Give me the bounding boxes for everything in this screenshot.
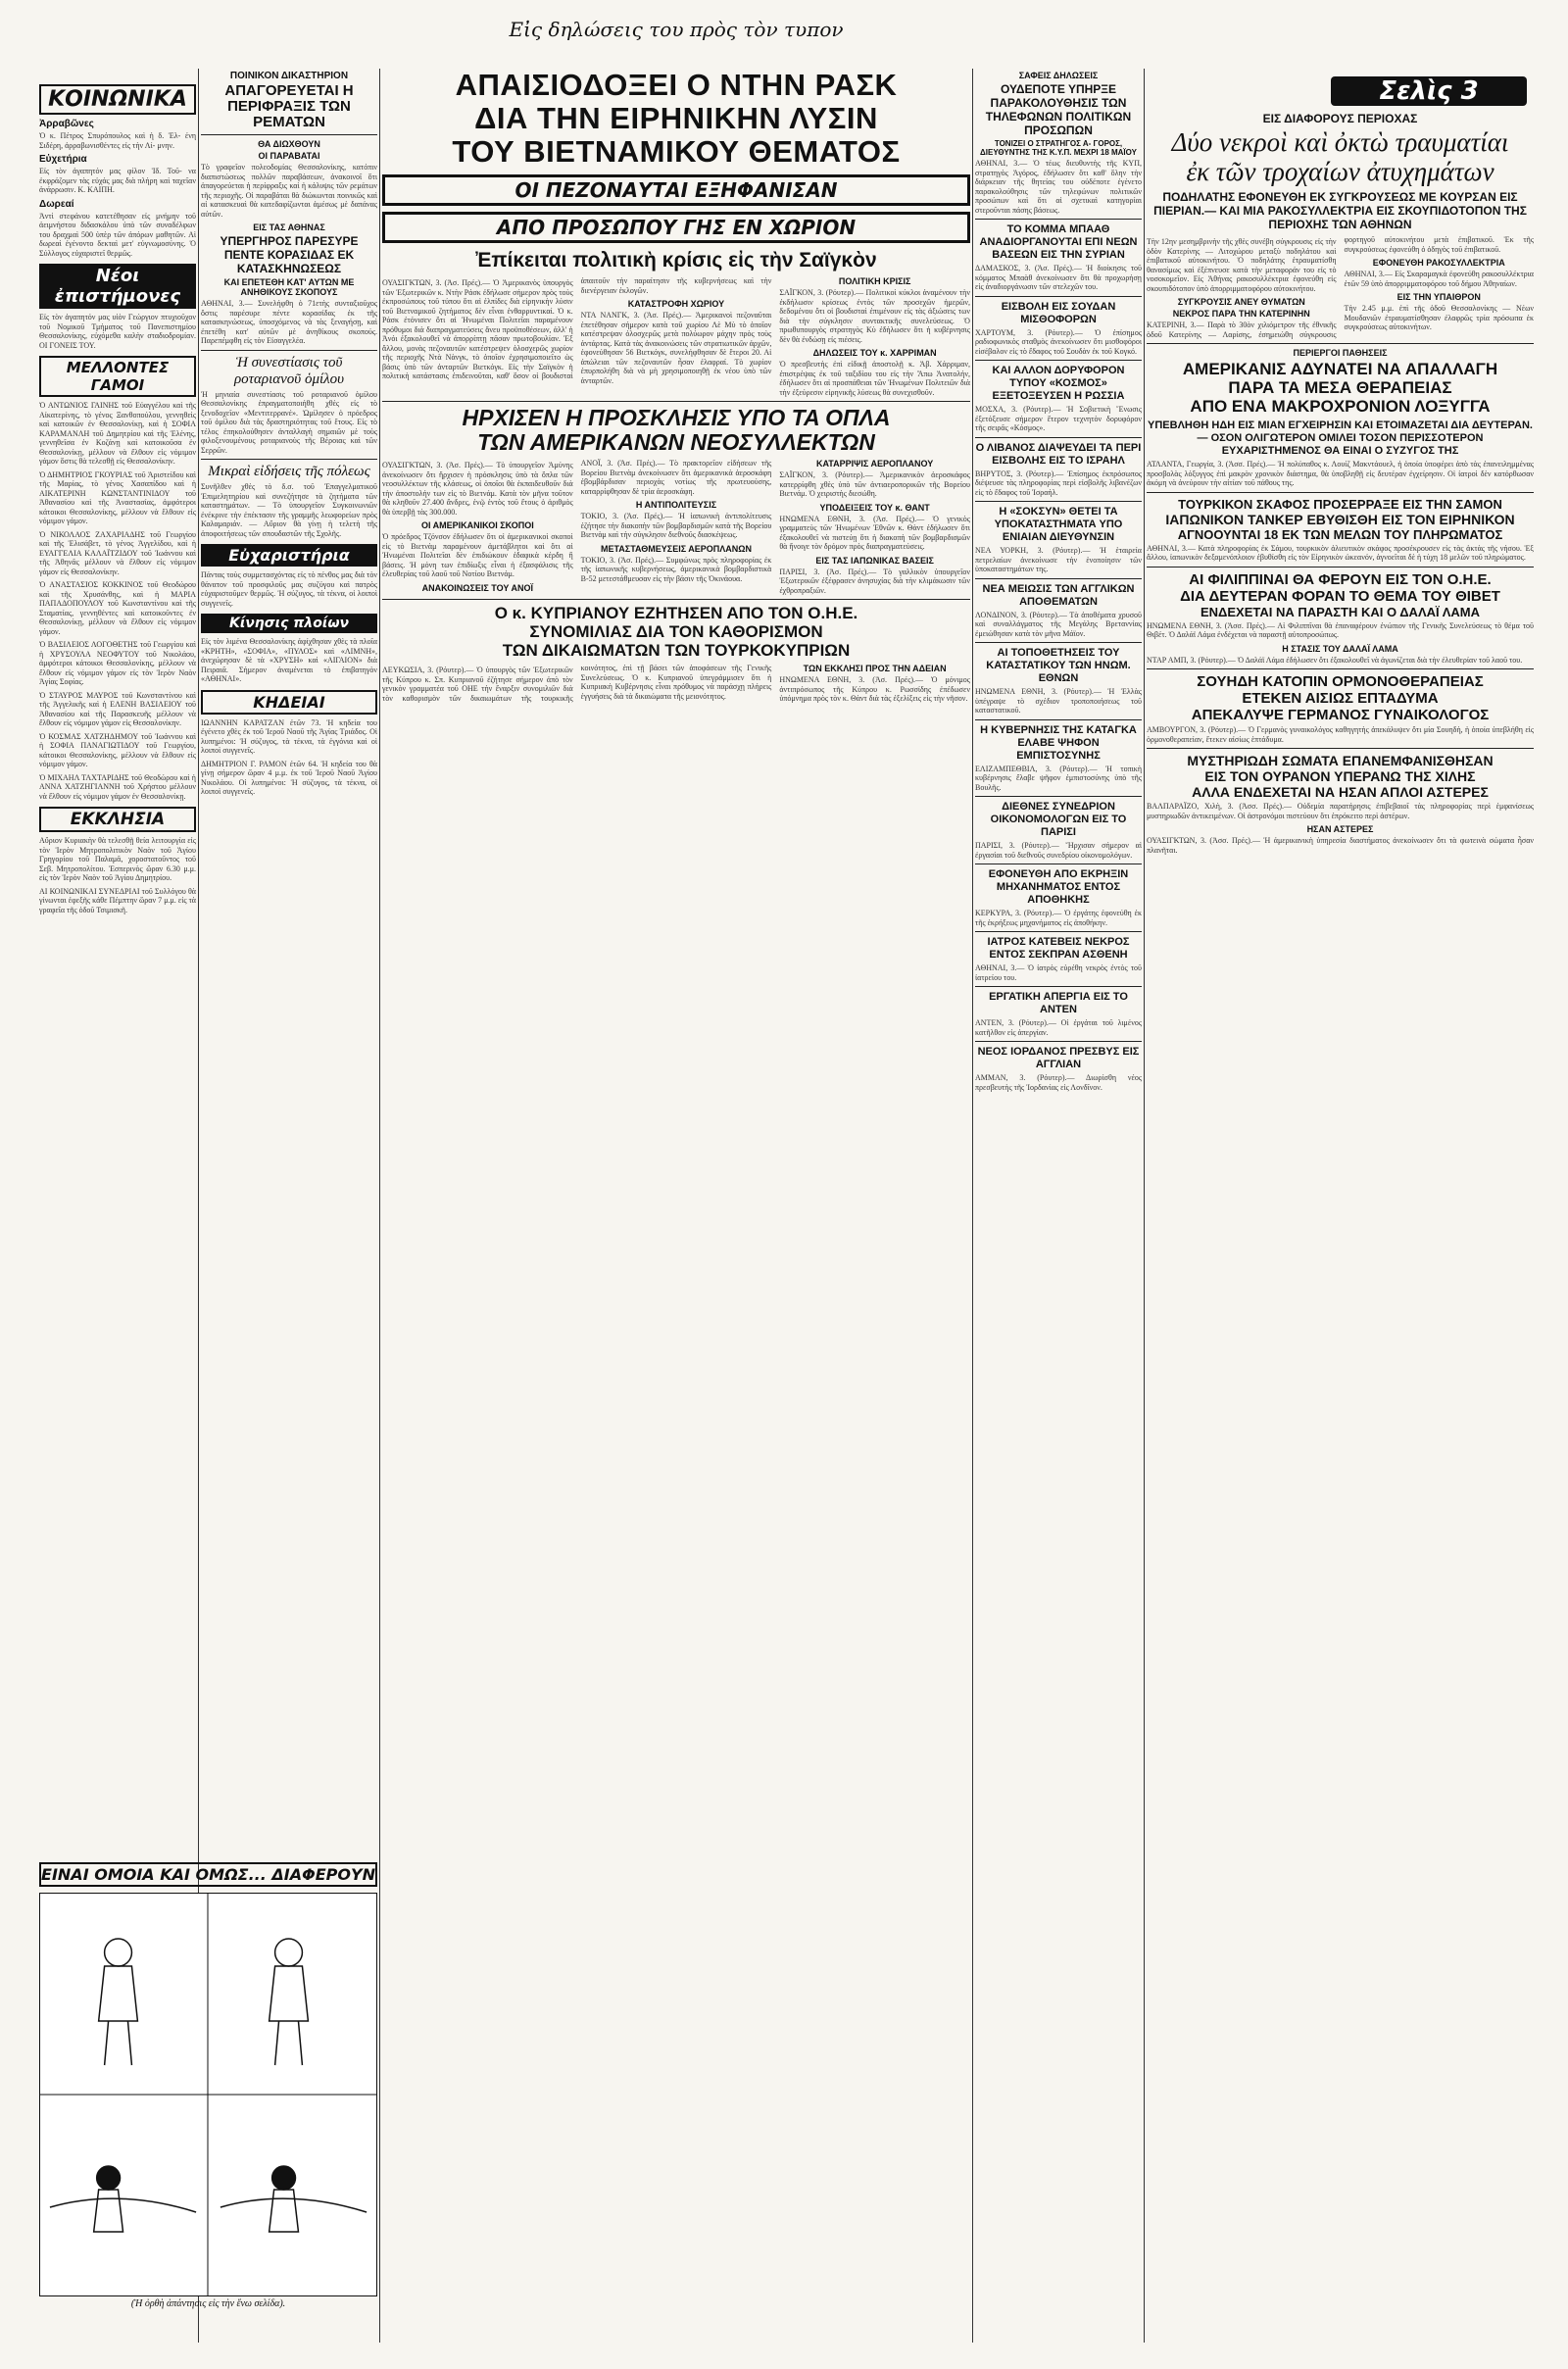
- headline-apothemata: ΝΕΑ ΜΕΙΩΣΙΣ ΤΩΝ ΑΓΓΛΙΚΩΝ ΑΠΟΘΕΜΑΤΩΝ: [982, 582, 1135, 608]
- label-eis-athinas: ΕΙΣ ΤΑΣ ΑΘΗΝΑΣ: [253, 222, 325, 232]
- article-text: ΑΤΛΑΝΤΑ, Γεωργία, 3. (Ἀσσ. Πρές).— Ἡ πολύπαθος κ. Λουίζ Μακντάουελ, ἡ ὁποία ὑποφέρει ἀπὸ τὰς ἐπανειλημμένας προσβολὰς λόξυγγος ἐπὶ μακρὸν χρονικὸν διάστημα, θὰ ὑποβληθῇ εἰς δευτέραν ἐγχείρησιν. Οἱ ἰατροὶ δὲν κατόρθωσαν ἀκόμη νὰ ἀνεύρουν τὴν αἰτίαν τοῦ πάθους της.: [1147, 460, 1534, 487]
- subhead-dorea: Δωρεαί: [39, 198, 74, 210]
- headline-rotary: Ἡ συνεστίασις τοῦ ροταριανοῦ ὁμίλου: [233, 354, 345, 387]
- column-local-news: [201, 69, 377, 1852]
- divider: [201, 459, 377, 460]
- headline-kyprianou-1: Ο κ. ΚΥΠΡΙΑΝΟΥ ΕΖΗΤΗΣΕΝ ΑΠΟ ΤΟΝ Ο.Η.Ε.: [494, 604, 858, 622]
- article-text: ΑΘΗΝΑΙ, 3.— Εἰς Σκαραμαγκὰ ἐφονεύθη ρακοσυλλέκτρια ἐτῶν 59 ὑπὸ ἀπορριμματοφόρου τοῦ δήμου Ἀθηναίων.: [1344, 270, 1534, 288]
- cartoon-drawing: [39, 1893, 377, 2296]
- article-text: ΧΑΡΤΟΥΜ, 3. (Ρόυτερ).— Ὁ ἐπίσημος ραδιοφωνικὸς σταθμὸς ἀνεκοίνωσεν ὅτι μισθοφόροι εἰσέβαλον εἰς τὸ ἔδαφος τοῦ Σουδὰν ἐκ τοῦ Κογκό.: [975, 327, 1142, 356]
- headline-periphraxis: ΑΠΑΓΟΡΕΥΕΤΑΙ Η ΠΕΡΙΦΡΑΞΙΣ ΤΩΝ ΡΕΜΑΤΩΝ: [224, 82, 354, 130]
- article-text: ΤΟΚΙΟ, 3. (Ἀσ. Πρές).— Ἡ ἰαπωνικὴ ἀντιπολίτευσις ἐζήτησε τὴν διακοπὴν τῶν βομβαρδισμῶν κατὰ τῆς Βορείου Βιετνὰμ καὶ τὴν σύγκλησιν διεθνοῦς διασκέψεως.: [580, 512, 772, 539]
- subhead-thant: ΥΠΟΔΕΙΞΕΙΣ ΤΟΥ κ. ΘΑΝΤ: [819, 502, 930, 513]
- article-text: ΗΝΩΜΕΝΑ ΕΘΝΗ, 3. (Ἀσ. Πρές).— Ὁ μόνιμος ἀντιπρόσωπος τῆς Κύπρου κ. Ρωσσίδης ἐπέδωσεν ὑπόμνημα πρὸς τὸν κ. Θὰντ διὰ τὰς ἐξελίξεις εἰς τὴν νῆσον.: [779, 675, 970, 703]
- headline-kyprianou-3: ΤΩΝ ΔΙΚΑΙΩΜΑΤΩΝ ΤΩΝ ΤΟΥΡΚΟΚΥΠΡΙΩΝ: [502, 641, 851, 660]
- subhead-ypaithron: ΕΙΣ ΤΗΝ ΥΠΑΙΘΡΟΝ: [1396, 292, 1481, 302]
- article-text: ΑΜΒΟΥΡΓΟΝ, 3. (Ρόυτερ).— Ὁ Γερμανὸς γυναικολόγος καθηγητὴς ἀπεκάλυψεν ὅτι μία Σουηδὴ, ἡ ὁποία ὑπεβλήθη εἰς ὁρμονοθεραπείαν, ἔτεκεν αἰσίως ἑπτάδυμα.: [1147, 725, 1534, 744]
- headline-nekroi-2: ἐκ τῶν τροχαίων ἀτυχημάτων: [1186, 157, 1494, 186]
- subhead-epetethi: ΚΑΙ ΕΠΕΤΕΘΗ ΚΑΤ' ΑΥΤΩΝ ΜΕ ΑΝΗΘΙΚΟΥΣ ΣΚΟΠΟΥΣ: [223, 277, 355, 297]
- article-text: Ὁ ΚΟΣΜΑΣ ΧΑΤΖΗΔΗΜΟΥ τοῦ Ἰωάννου καὶ ἡ ΣΟΦΙΑ ΠΑΝΑΓΙΩΤΙΔΟΥ τοῦ Γεωργίου, κάτοικοι Θεσσαλονίκης, μέλλουν νὰ ἔλθουν εἰς νόμιμον γάμον.: [39, 731, 196, 768]
- section-mellontes-gamoi: ΜΕΛΛΟΝΤΕΣ ΓΑΜΟΙ: [39, 356, 196, 397]
- divider: [1147, 668, 1534, 669]
- cartoon-caption: (Ἡ ὀρθὴ ἀπάντησις εἰς τὴν ἕνω σελίδα).: [130, 2298, 286, 2309]
- article-text: ΛΕΥΚΩΣΙΑ, 3. (Ρόυτερ).— Ὁ ὑπουργὸς τῶν Ἐξωτερικῶν τῆς Κύπρου κ. Σπ. Κυπριανοῦ ἐζήτησε σήμερον ἀπὸ τὸν γενικὸν γραμματέα τοῦ ΟΗΕ τὴν ἔναρξιν συνομιλιῶν διὰ τὸν καθορισμὸν τῶν δικαιωμάτων τῆς τουρκικῆς κοινότητος, ἐπὶ τῇ βάσει τῶν ἀποφάσεων τῆς Γενικῆς Συνελεύσεως. Ὁ κ. Κυπριανοῦ ὑπεγράμμισεν ὅτι ἡ Κυπριακὴ Κυβέρνησις εἶναι πρόθυμος νὰ παράσχῃ πλήρεις ἐγγυήσεις διὰ τὰ δικαιώματα τῆς μειονότητος.: [382, 664, 772, 703]
- article-text: ΟΥΑΣΙΓΚΤΩΝ, 3. (Ἀσ. Πρές).— Ὁ Ἀμερικανὸς ὑπουργὸς τῶν Ἐξωτερικῶν κ. Ντὴν Ράσκ ἐδήλωσε σήμερον πρὸς τοὺς ἐκπροσώπους τοῦ τύπου ὅτι αἱ ἐλπίδες διὰ εἰρηνικὴν λύσιν τοῦ Βιετναμικοῦ ζητήματος δὲν εἶναι ἐνθαρρυντικαί. Ὁ κ. Ράσκ ἐτόνισεν ὅτι αἱ Ἡνωμέναι Πολιτεῖαι παραμένουν πρόθυμοι διὰ διαπραγματεύσεις ἄνευ προϋποθέσεων, ἀλλ' ἡ Ἀνόι ἐξακολουθεῖ νὰ ἀπορρίπτῃ πᾶσαν πρωτοβουλίαν. Ἐξ ἄλλου, μονὰς πεζοναυτῶν κατέστρεψεν ὁλοσχερῶς χωρίον τῆς περιοχῆς Ντὰ Νὰνγκ, τὸ ὁποῖον ἐχρησιμοποιεῖτο ὡς βάσις ὑπὸ τῶν ἀνταρτῶν Βιετκόγκ. Εἰς τὴν Σαϊγκὸν ἡ πολιτικὴ κατάστασις ἐπιδεινοῦται, καθ' ὅσον οἱ βουδισταὶ ἀπαιτοῦν τὴν παραίτησιν τῆς κυβερνήσεως καὶ τὴν διενέργειαν ἐκλογῶν.: [382, 276, 772, 380]
- subhead-anoi: ΑΝΑΚΟΙΝΩΣΕΙΣ ΤΟΥ ΑΝΟΪ: [421, 582, 534, 593]
- article-text: ΑΝΤΕΝ, 3. (Ρόυτερ).— Οἱ ἐργάται τοῦ λιμένος κατῆλθον εἰς ἀπεργίαν.: [975, 1018, 1142, 1037]
- article-text: ΑΘΗΝΑΙ, 3.— Ὁ τέως διευθυντὴς τῆς ΚΥΠ, στρατηγὸς Ἀγόρος, ἐδήλωσεν ὅτι καθ' ὅλην τὴν διάρκειαν τῆς θητείας του οὐδέποτε ἐγένετο παρακολούθησις τῶν τηλεφώνων πολιτικῶν προσώπων καὶ ὅτι αἱ σχετικαὶ κατηγορίαι στεροῦνται πάσης βάσεως.: [975, 159, 1142, 215]
- article-text: ΔΗΜΗΤΡΙΟΝ Γ. ΡΑΜΟΝ ἐτῶν 64. Ἡ κηδεία του θὰ γίνῃ σήμερον ὥραν 4 μ.μ. ἐκ τοῦ Ἱεροῦ Ναοῦ Ἁγίου Νικολάου. Οἱ λυπημένοι: Ἡ σύζυγος, τὰ τέκνα, οἱ λοιποὶ συγγενεῖς.: [201, 759, 377, 796]
- headline-kyp: ΟΥΔΕΠΟΤΕ ΥΠΗΡΞΕ ΠΑΡΑΚΟΛΟΥΘΗΣΙΣ ΤΩΝ ΤΗΛΕΦΩΝΩΝ ΠΟΛΙΤΙΚΩΝ ΠΡΟΣΩΠΩΝ: [985, 82, 1132, 137]
- divider: [1147, 567, 1534, 568]
- headline-tanker: ΙΑΠΩΝΙΚΟΝ ΤΑΝΚΕΡ ΕΒΥΘΙΣΘΗ ΕΙΣ ΤΟΝ ΕΙΡΗΝΙΚΟΝ: [1165, 511, 1515, 527]
- subhead-harriman: ΔΗΛΩΣΕΙΣ ΤΟΥ κ. ΧΑΡΡΙΜΑΝ: [812, 348, 937, 358]
- banner-choriou: ΑΠΟ ΠΡΟΣΩΠΟΥ ΓΗΣ ΕΝ ΧΩΡΙΟΝ: [382, 212, 970, 243]
- label-periergoi: ΠΕΡΙΕΡΓΟΙ ΠΑΘΗΣΕΙΣ: [1293, 348, 1388, 358]
- article-columns: [1147, 235, 1534, 339]
- divider: [1147, 343, 1534, 344]
- subhead-iaponikai: ΕΙΣ ΤΑΣ ΙΑΠΩΝΙΚΑΣ ΒΑΣΕΙΣ: [815, 555, 934, 566]
- headline-soksyn: Η «ΣΟΚΣΥΝ» ΘΕΤΕΙ ΤΑ ΥΠΟΚΑΤΑΣΤΗΜΑΤΑ ΥΠΟ ΕΝΙΑΙΑΝ ΔΙΕΥΘΥΝΣΙΝ: [994, 506, 1123, 543]
- headline-kosmos: ΚΑΙ ΑΛΛΟΝ ΔΟΡΥΦΟΡΟΝ ΤΥΠΟΥ «ΚΟΣΜΟΣ» ΕΞΕΤΟΞΕΥΣΕΝ Η ΡΩΣΣΙΑ: [992, 365, 1125, 402]
- headline-eptadyma-1: ΣΟΥΗΔΗ ΚΑΤΟΠΙΝ ΟΡΜΟΝΟΘΕΡΑΠΕΙΑΣ: [1197, 673, 1484, 690]
- subhead-antipoliteusis: Η ΑΝΤΙΠΟΛΙΤΕΥΣΙΣ: [635, 500, 717, 510]
- article-text: ΑΜΜΑΝ, 3. (Ρόυτερ).— Διωρίσθη νέος πρεσβευτὴς τῆς Ἰορδανίας εἰς Λονδῖνον.: [975, 1073, 1142, 1092]
- subhead-agoros: ΤΟΝΙΖΕΙ Ο ΣΤΡΑΤΗΓΟΣ Α- ΓΟΡΟΣ, ΔΙΕΥΘΥΝΤΗΣ ΤΗΣ Κ.Υ.Π. ΜΕΧΡΙ 18 ΜΑΪΟΥ: [980, 139, 1137, 157]
- subhead-metastathmeuseis: ΜΕΤΑΣΤΑΘΜΕΥΣΕΙΣ ΑΕΡΟΠΛΑΝΩΝ: [600, 543, 752, 554]
- headline-baath: ΤΟ ΚΟΜΜΑ ΜΠΑΑΘ ΑΝΑΔΙΟΡΓΑΝΟΥΤΑΙ ΕΠΙ ΝΕΩΝ ΒΑΣΕΩΝ ΕΙΣ ΤΗΝ ΣΥΡΙΑΝ: [979, 223, 1138, 261]
- section-efxaristiria: Εὐχαριστήρια: [201, 544, 377, 567]
- label-poinikon: ΠΟΙΝΙΚΟΝ ΔΙΚΑΣΤΗΡΙΟΝ: [229, 71, 349, 81]
- article-text: Ὁ πρόεδρος Τζόνσον ἐδήλωσεν ὅτι οἱ ἀμερικανικοὶ σκοποὶ εἰς τὸ Βιετνὰμ παραμένουν ἀμετάβλητοι καὶ ὅτι αἱ Ἡνωμέναι Πολιτεῖαι δὲν ἐπιδιώκουν ἐδαφικὰ κέρδη ἢ βάσεις. Ἡ μόνη των ἐπιδίωξις εἶναι ἡ ἐξασφάλισις τῆς ἐλευθερίας τοῦ λαοῦ τοῦ Νοτίου Βιετνάμ.: [382, 532, 573, 578]
- article-text: ΝΕΑ ΥΟΡΚΗ, 3. (Ρόυτερ).— Ἡ ἑταιρεία πετρελαίων ἀνεκοίνωσε τὴν ἑνοποίησιν τῶν ὑποκαταστημάτων της.: [975, 546, 1142, 573]
- divider: [975, 986, 1142, 987]
- article-text: ΑΙ ΚΟΙΝΩΝΙΚΑΙ ΣΥΝΕΔΡΙΑΙ τοῦ Συλλόγου θὰ γίνωνται ἐφεξῆς κάθε Πέμπτην ὥραν 7 μ.μ. εἰς τὰ γραφεῖα τῆς ὁδοῦ Τσιμισκῆ.: [39, 886, 196, 914]
- headline-eptadyma-2: ΕΤΕΚΕΝ ΑΙΣΙΩΣ ΕΠΤΑΔΥΜΑ: [1242, 690, 1439, 707]
- headline-filippinai-2: ΔΙΑ ΔΕΥΤΕΡΑΝ ΦΟΡΑΝ ΤΟ ΘΕΜΑ ΤΟΥ ΘΙΒΕΤ: [1180, 587, 1500, 605]
- article-text: Τὴν 12ην μεσημβρινὴν τῆς χθὲς συνέβη σύγκρουσις εἰς τὴν ὁδὸν Κατερίνης — Λιτοχώρου μεταξὺ ποδηλάτου καὶ ἐπιβατικοῦ αὐτοκινήτου. Ὁ ποδηλάτης ἐτραυματίσθη θανασίμως καὶ ἐξέπνευσε κατὰ τὴν μεταφοράν του εἰς τὸ νοσοκομεῖον. Εἰς Ἀθήνας ρακοσυλλέκτρια ἐφονεύθη εἰς σκουπιδότοπον ὑπὸ ἀπορριμματοφόρου αὐτοκινήτου.: [1147, 237, 1337, 293]
- headline-loxygga-3: ΑΠΟ ΕΝΑ ΜΑΚΡΟΧΡΟΝΙΟΝ ΛΟΞΥΓΓΑ: [1190, 397, 1491, 416]
- article-text: ΟΥΑΣΙΓΚΤΩΝ, 3. (Ἀσ. Πρές).— Τὸ ὑπουργεῖον Ἀμύνης ἀνεκοίνωσεν ὅτι ἤρχισεν ἡ πρόσκλησις ὑπὸ τὰ ὅπλα τῶν νεοσυλλέκτων τῆς κλάσεως, οἱ ὁποῖοι θὰ ἐκπαιδευθοῦν διὰ τὴν ἀποστολήν των εἰς τὸ Βιετνάμ. Κατὰ τὸν μῆνα τοῦτον θὰ κληθοῦν 27.400 ἄνδρες, ἐνῷ ἐντὸς τοῦ ἔτους ὁ ἀριθμὸς θὰ ὑπερβῇ τὰς 300.000.: [382, 461, 573, 517]
- article-text: Αὔριον Κυριακὴν θὰ τελεσθῇ θεία λειτουργία εἰς τὸν Ἱερὸν Μητροπολιτικὸν Ναὸν τοῦ Ἁγίου Γρηγορίου τοῦ Παλαμᾶ, χοροστατοῦντος τοῦ Σεβ. Μητροπολίτου. Ἑσπερινὸς ὥραν 6.30 μ.μ. εἰς τὸν Ἱερὸν Ναὸν τοῦ Ἁγίου Δημητρίου.: [39, 836, 196, 882]
- article-text: Εἰς τὸν ἀγαπητόν μας υἱὸν Γεώργιον πτυχιοῦχον τοῦ Νομικοῦ Τμήματος τοῦ Πανεπιστημίου Θεσσαλονίκης, εὐχόμεθα καλὴν σταδιοδρομίαν. ΟΙ ΓΟΝΕΙΣ ΤΟΥ.: [39, 313, 196, 350]
- page-masthead: Εἰς δηλώσεις του πρὸς τὸν τυπον: [509, 18, 844, 41]
- article-text: Τὸ γραφεῖον πολεοδομίας Θεσσαλονίκης, κατόπιν διαπιστώσεως πολλῶν παραβάσεων, ἀνακοινοῖ ὅτι ἀπαγορεύεται ἡ περίφραξις καὶ ἡ κάλυψις τῶν ρεμάτων τῆς περιοχῆς. Οἱ παραβάται θὰ διώκωνται ποινικῶς καὶ αἱ κατασκευαὶ θὰ κατεδαφίζωνται ἀμέσως μὲ δαπάνας αὐτῶν.: [201, 163, 377, 219]
- article-text: ΑΘΗΝΑΙ, 3.— Ὁ ἰατρὸς εὑρέθη νεκρὸς ἐντὸς τοῦ ἰατρείου του.: [975, 963, 1142, 982]
- headline-katagka: Η ΚΥΒΕΡΝΗΣΙΣ ΤΗΣ ΚΑΤΑΓΚΑ ΕΛΑΒΕ ΨΗΦΟΝ ΕΜΠΙΣΤΟΣΥΝΗΣ: [980, 723, 1137, 762]
- headline-synedrion: ΔΙΕΘΝΕΣ ΣΥΝΕΔΡΙΟΝ ΟΙΚΟΝΟΜΟΛΟΓΩΝ ΕΙΣ ΤΟ ΠΑΡΙΣΙ: [990, 801, 1127, 838]
- divider: [975, 296, 1142, 297]
- article-text: ΑΘΗΝΑΙ, 3.— Συνελήφθη ὁ 71ετὴς συνταξιοῦχος ὅστις παρέσυρε πέντε κορασίδας ἐκ τῆς κατασκηνώσεως, ὑποσχόμενος νὰ τὰς ξεναγήσῃ, καὶ ἐπετέθη κατ' αὐτῶν μὲ ἀνηθίκους σκοπούς. Παρεπέμφθη εἰς τὸν Εἰσαγγελέα.: [201, 299, 377, 345]
- article-text: ΗΝΩΜΕΝΑ ΕΘΝΗ, 3. (Ἀσσ. Πρές).— Αἱ Φιλιππῖναι θὰ ἐπαναφέρουν ἐνώπιον τῆς Γενικῆς Συνελεύσεως τὸ θέμα τοῦ Θιβέτ. Ὁ Δαλάϊ Λάμα ἐνδέχεται νὰ παραστῇ αὐτοπροσώπως.: [1147, 620, 1534, 639]
- column-rule: [1144, 69, 1145, 2343]
- headline-agnoountai: ΑΓΝΟΟΥΝΤΑΙ 18 ΕΚ ΤΩΝ ΜΕΛΩΝ ΤΟΥ ΠΛΗΡΩΜΑΤΟΣ: [1177, 526, 1503, 542]
- headline-somata-3: ΑΛΛΑ ΕΝΔΕΧΕΤΑΙ ΝΑ ΗΣΑΝ ΑΠΛΟΙ ΑΣΤΕΡΕΣ: [1192, 784, 1489, 800]
- divider: [382, 599, 970, 600]
- article-text: ΚΑΤΕΡΙΝΗ, 3.— Παρὰ τὸ 30ὸν χιλιόμετρον τῆς ἐθνικῆς ὁδοῦ Κατερίνης — Λαρίσης, ἐσημειώθη σύγκρουσις φορτηγοῦ αὐτοκινήτου μετὰ ἐπιβατικοῦ. Ἐκ τῆς συγκρούσεως ἐφονεύθη ὁ ὁδηγὸς τοῦ ἐπιβατικοῦ.: [1147, 235, 1534, 339]
- divider: [975, 1041, 1142, 1042]
- column-briefs: [975, 69, 1142, 2343]
- divider: [975, 931, 1142, 932]
- article-text: Ὁ ΔΗΜΗΤΡΙΟΣ ΓΚΟΥΡΙΑΣ τοῦ Ἀριστείδου καὶ τῆς Μαρίας, τὸ γένος Χασαπίδου καὶ ἡ ΑΙΚΑΤΕΡΙΝΗ ΚΩΝΣΤΑΝΤΙΝΙΔΟΥ τοῦ Ἀθανασίου καὶ τῆς Ἀναστασίας, ἀμφότεροι κάτοικοι Θεσσαλονίκης, μέλλουν νὰ ἔλθουν εἰς νόμιμον γάμον.: [39, 469, 196, 525]
- article-text: ΛΟΝΔΙΝΟΝ, 3. (Ρόυτερ).— Τὰ ἀποθέματα χρυσοῦ καὶ συναλλάγματος τῆς Μεγάλης Βρεταννίας ἐμειώθησαν κατὰ τὸν μῆνα Μάϊον.: [975, 610, 1142, 638]
- article-text: Ὁ ΑΝΑΣΤΑΣΙΟΣ ΚΟΚΚΙΝΟΣ τοῦ Θεοδώρου καὶ τῆς Χρυσάνθης, καὶ ἡ ΜΑΡΙΑ ΠΑΠΑΔΟΠΟΥΛΟΥ τοῦ Κωνσταντίνου καὶ τῆς Σταματίας, γεννηθέντες καὶ κατοικοῦντες ἐν Θεσσαλονίκῃ, μέλλουν νὰ ἔλθουν εἰς νόμιμον γάμον.: [39, 580, 196, 636]
- headline-kyprianou-2: ΣΥΝΟΜΙΛΙΑΣ ΔΙΑ ΤΟΝ ΚΑΘΟΡΙΣΜΟΝ: [529, 622, 823, 641]
- article-columns: [382, 276, 970, 397]
- section-koinonika: ΚΟΙΝΩΝΙΚΑ: [39, 84, 196, 115]
- article-text: ΗΝΩΜΕΝΑ ΕΘΝΗ, 3. (Ἀσ. Πρές).— Ὁ γενικὸς γραμματεὺς τῶν Ἡνωμένων Ἐθνῶν κ. Θὰντ ἐδήλωσεν ὅτι ἐξακολουθεῖ νὰ πιστεύῃ ὅτι ἡ διακοπὴ τῶν βομβαρδισμῶν θὰ ἤνοιγε τὸν δρόμον πρὸς διαπραγματεύσεις.: [779, 514, 970, 551]
- article-text: ΒΗΡΥΤΟΣ, 3. (Ρόυτερ).— Ἐπίσημος ἐκπρόσωπος διέψευσε τὰς πληροφορίας περὶ εἰσβολῆς λιβανέζων εἰς τὸ ἔδαφος τοῦ Ἰσραήλ.: [975, 469, 1142, 497]
- article-text: ΝΤΑΡ ΑΜΠ, 3. (Ρόυτερ).— Ὁ Δαλάϊ Λάμα ἐδήλωσεν ὅτι ἐξακολουθεῖ νὰ ἀγωνίζεται διὰ τὴν ἐλευθερίαν τοῦ λαοῦ του.: [1147, 655, 1523, 665]
- article-text: Πάντας τοὺς συμμετασχόντας εἰς τὸ πένθος μας διὰ τὸν θάνατον τοῦ προσφιλοῦς μας συζύγου καὶ πατρὸς εὐχαριστοῦμεν θερμῶς. Ἡ σύζυγος, τὰ τέκνα, οἱ λοιποὶ συγγενεῖς.: [201, 570, 377, 608]
- article-text: Εἰς τὸν λιμένα Θεσσαλονίκης ἀφίχθησαν χθὲς τὰ πλοῖα «ΚΡΗΤΗ», «ΣΟΦΙΑ», «ΠΥΛΟΣ» καὶ «ΛΙΜΝΗ», ἀνεχώρησαν δὲ τὰ «ΧΡΥΣΗ» καὶ «ΑΙΓΑΙΟΝ» διὰ Πειραιᾶ. Σήμερον ἀναμένεται τὸ ἐπιβατηγὸν «ΑΘΗΝΑΙ».: [201, 637, 377, 683]
- headline-rask-3: ΤΟΥ ΒΙΕΤΝΑΜΙΚΟΥ ΘΕΜΑΤΟΣ: [452, 134, 901, 169]
- article-text: ΤΟΚΙΟ, 3. (Ἀσ. Πρές).— Συμφώνως πρὸς πληροφορίας ἐκ τῆς ἰαπωνικῆς κυβερνήσεως, ἀμερικανικὰ βομβαρδιστικὰ Β-52 μετεστάθμευσαν εἰς τὴν βάσιν τῆς Ὀκινάουα.: [580, 555, 772, 583]
- article-text: ΚΕΡΚΥΡΑ, 3. (Ρόυτερ).— Ὁ ἐργάτης ἐφονεύθη ἐκ τῆς ἐκρήξεως μηχανήματος εἰς ἀποθήκην.: [975, 909, 1142, 927]
- article-columns: [382, 459, 970, 595]
- subhead-paravatai: ΟΙ ΠΑΡΑΒΑΤΑΙ: [258, 151, 320, 161]
- article-text: ΝΤΑ ΝΑΝΓΚ, 3. (Ἀσ. Πρές).— Ἀμερικανοὶ πεζοναῦται ἐπετέθησαν σήμερον κατὰ τοῦ χωρίου Λὲ Μὺ τὸ ὁποῖον κατέστρεψαν ὁλοσχερῶς μετὰ πολύωρον μάχην πρὸς τοὺς ἀντάρτας. Κατὰ τὰς ἀνακοινώσεις τῶν στρατιωτικῶν ἀρχῶν, ἐφονεύθησαν 56 Βιετκόγκ, συνελήφθησαν δὲ ἕτεροι 20. Αἱ ἀπώλειαι τῶν πεζοναυτῶν ἦσαν ἐλαφραί. Τὸ χωρίον ἐπυρπολήθη διὰ νὰ μὴ χρησιμοποιηθῇ ἐκ νέου ὑπὸ τῶν ἀνταρτῶν.: [580, 311, 772, 385]
- article-text: Τὴν 2.45 μ.μ. ἐπὶ τῆς ὁδοῦ Θεσσαλονίκης — Νέων Μουδανιῶν ἐτραυματίσθησαν ἐλαφρῶς τρία πρόσωπα ἐκ συγκρούσεως αὐτοκινήτων.: [1344, 304, 1534, 331]
- headline-iordanos: ΝΕΟΣ ΙΟΡΔΑΝΟΣ ΠΡΕΣΒΥΣ ΕΙΣ ΑΓΓΛΙΑΝ: [977, 1046, 1140, 1070]
- section-ekklisia: ΕΚΚΛΗΣΙΑ: [39, 807, 196, 832]
- article-columns: [382, 664, 970, 705]
- article-text: Ὁ ΝΙΚΟΛΑΟΣ ΖΑΧΑΡΙΑΔΗΣ τοῦ Γεωργίου καὶ τῆς Ἑλισάβετ, τὸ γένος Ἀγγελίδου, καὶ ἡ ΕΥΑΓΓΕΛΙΑ ΚΑΛΑΪΤΖΙΔΟΥ τοῦ Ἰωάννου καὶ τῆς Ἀθηνᾶς μέλλουν νὰ ἔλθουν εἰς νόμιμον γάμον εἰς Θεσσαλονίκην.: [39, 529, 196, 576]
- headline-ypergiros: ΥΠΕΡΓΗΡΟΣ ΠΑΡΕΣΥΡΕ ΠΕΝΤΕ ΚΟΡΑΣΙΔΑΣ ΕΚ ΚΑΤΑΣΚΗΝΩΣΕΩΣ: [220, 234, 359, 275]
- article-text: ΟΥΑΣΙΓΚΤΩΝ, 3. (Ἀσσ. Πρές).— Ἡ ἀμερικανικὴ ὑπηρεσία διαστήματος ἀνεκοίνωσεν ὅτι τὰ φωτεινὰ σώματα ἦσαν πλανῆται.: [1147, 836, 1534, 855]
- divider: [975, 501, 1142, 502]
- article-text: Ὁ ΣΤΑΥΡΟΣ ΜΑΥΡΟΣ τοῦ Κωνσταντίνου καὶ τῆς Ἀγγελικῆς καὶ ἡ ΕΛΕΝΗ ΒΑΣΙΛΕΙΟΥ τοῦ Ἀθανασίου καὶ τῆς Παρασκευῆς μέλλουν νὰ ἔλθουν εἰς νόμιμον γάμον εἰς Θεσσαλονίκην.: [39, 690, 196, 727]
- article-text: ΕΛΙΖΑΜΠΕΘΒΙΛ, 3. (Ρόυτερ).— Ἡ τοπικὴ κυβέρνησις ἔλαβε ψῆφον ἐμπιστοσύνης ὑπὸ τῆς Βουλῆς.: [975, 764, 1142, 792]
- headline-neosyllektoi-2: ΤΩΝ ΑΜΕΡΙΚΑΝΩΝ ΝΕΟΣΥΛΛΕΚΤΩΝ: [477, 429, 875, 455]
- article-text: Ἡ μηνιαία συνεστίασις τοῦ ροταριανοῦ ὁμίλου Θεσσαλονίκης ἐπραγματοποιήθη χθὲς εἰς τὸ ξενοδοχεῖον «Μεντιτερρανέ». Ὡμίλησεν ὁ πρόεδρος τοῦ ὁμίλου διὰ τὰς δραστηριότητας τοῦ ἔτους. Εἰς τὸ τέλος ἐπηκολούθησεν ἀνταλλαγὴ σημαιῶν μὲ τοὺς φιλοξενουμένους ροταριανοὺς τῆς Βέροιας καὶ τῶν Σερρῶν.: [201, 389, 377, 455]
- headline-filippinai-1: ΑΙ ΦΙΛΙΠΠΙΝΑΙ ΘΑ ΦΕΡΟΥΝ ΕΙΣ ΤΟΝ Ο.Η.Ε.: [1189, 570, 1492, 588]
- label-safeis: ΣΑΦΕΙΣ ΔΗΛΩΣΕΙΣ: [1018, 71, 1099, 80]
- article-text: Εἰς τὸν ἀγαπητόν μας φίλον Ἰδ. Τοῦ- να ἐκφράζομεν τὰς εὐχάς μας διὰ πλήρη καὶ ταχεῖαν ἀνάρρωσιν. Κ. ΚΑΙΠΗ.: [39, 167, 196, 194]
- page-number-badge: Σελὶς 3: [1331, 76, 1527, 106]
- headline-livanos: Ο ΛΙΒΑΝΟΣ ΔΙΑΨΕΥΔΕΙ ΤΑ ΠΕΡΙ ΕΙΣΒΟΛΗΣ ΕΙΣ ΤΟ ΙΣΡΑΗΛ: [975, 441, 1142, 467]
- headline-somata-1: ΜΥΣΤΗΡΙΩΔΗ ΣΩΜΑΤΑ ΕΠΑΝΕΜΦΑΝΙΣΘΗΣΑΝ: [1187, 753, 1494, 768]
- subhead-stasis: Η ΣΤΑΣΙΣ ΤΟΥ ΔΑΛΑΪ ΛΑΜΑ: [1282, 643, 1398, 654]
- headline-neosyllektoi-1: ΗΡΧΙΣΕΝ Η ΠΡΟΣΚΛΗΣΙΣ ΥΠΟ ΤΑ ΟΠΛΑ: [462, 405, 891, 430]
- headline-soudan: ΕΙΣΒΟΛΗ ΕΙΣ ΣΟΥΔΑΝ ΜΙΣΘΟΦΟΡΩΝ: [1001, 300, 1116, 325]
- headline-mikrai-eidiseis: Μικραὶ εἰδήσεις τῆς πόλεως: [208, 464, 370, 479]
- headline-apergia: ΕΡΓΑΤΙΚΗ ΑΠΕΡΓΙΑ ΕΙΣ ΤΟ ΑΝΤΕΝ: [989, 991, 1128, 1015]
- subhead-asteres: ΗΣΑΝ ΑΣΤΕΡΕΣ: [1306, 824, 1374, 834]
- subhead-sygkrousis: ΣΥΓΚΡΟΥΣΙΣ ΑΝΕΥ ΘΥΜΑΤΩΝ: [1177, 297, 1305, 307]
- divider: [1147, 748, 1534, 749]
- subhead-arravones: Ἀρραβῶνες: [39, 119, 94, 129]
- headline-katastatiko: ΑΙ ΤΟΠΟΘΕΤΗΣΕΙΣ ΤΟΥ ΚΑΤΑΣΤΑΤΙΚΟΥ ΤΩΝ ΗΝΩΜ. ΕΘΝΩΝ: [986, 647, 1131, 684]
- article-text: Συνῆλθεν χθὲς τὸ δ.σ. τοῦ Ἐπαγγελματικοῦ Ἐπιμελητηρίου καὶ συνεζήτησε τὰ ζητήματα τῶν καταστημάτων. — Τὸ ὑπουργεῖον Συγκοινωνιῶν ἐνέκρινε τὴν ἐπέκτασιν τῆς γραμμῆς λεωφορείων πρὸς Καλαμαριάν. — Αὔριον θὰ γίνῃ ἡ τελετὴ τῆς ἀποφοιτήσεως τῶν σπουδαστῶν τῆς Σχολῆς.: [201, 482, 377, 538]
- column-rule: [379, 69, 380, 2343]
- headline-nekroi-1: Δύο νεκροὶ καὶ ὀκτὼ τραυματίαι: [1171, 127, 1509, 157]
- headline-loxygga-1: ΑΜΕΡΙΚΑΝΙΣ ΑΔΥΝΑΤΕΙ ΝΑ ΑΠΑΛΛΑΓΗ: [1182, 360, 1498, 378]
- banner-pezonautai: ΟΙ ΠΕΖΟΝΑΥΤΑΙ ΕΞΗΦΑΝΙΣΑΝ: [382, 174, 970, 206]
- article-text: ΒΑΛΠΑΡΑΪΖΟ, Χιλὴ, 3. (Ἀσσ. Πρές).— Οὐδεμία παρατήρησις ἐπιβεβαιοῖ τὰς πληροφορίας περὶ ἐμφανίσεως μυστηριωδῶν ἀντικειμένων. Οἱ ἀστρονόμοι πιστεύουν ὅτι ἐπρόκειτο περὶ ἀστέρων.: [1147, 802, 1534, 820]
- subhead-efxetiria: Εὐχετήρια: [39, 154, 87, 165]
- divider: [975, 437, 1142, 438]
- headline-saigon-krisis: Ἐπίκειται πολιτικὴ κρίσις εἰς τὴν Σαϊγκὸν: [475, 249, 877, 271]
- divider: [975, 719, 1142, 720]
- divider: [382, 401, 970, 402]
- subhead-skopoi: ΟΙ ΑΜΕΡΙΚΑΝΙΚΟΙ ΣΚΟΠΟΙ: [420, 520, 534, 530]
- article-text: ΔΑΜΑΣΚΟΣ, 3. (Ἀσ. Πρές).— Ἡ διοίκησις τοῦ κόμματος Μπαὰθ ἀνεκοίνωσεν ὅτι θὰ προχωρήσῃ εἰς ἀναδιοργάνωσιν τῶν στελεχῶν του.: [975, 264, 1142, 291]
- subhead-katarripsis: ΚΑΤΑΡΡΙΨΙΣ ΑΕΡΟΠΛΑΝΟΥ: [816, 459, 934, 469]
- article-text: ΑΝΟΪ, 3. (Ἀσ. Πρές).— Τὸ πρακτορεῖον εἰδήσεων τῆς Βορείου Βιετνὰμ ἀνεκοίνωσεν ὅτι ἀμερικανικὰ ἀεροσκάφη ἐβομβάρδισαν περιοχὰς νοτίως τῆς πρωτευούσης, καταρρίφθησαν δὲ τρία ἀεροσκάφη.: [580, 459, 772, 496]
- article-text: ΣΑΪΓΚΟΝ, 3. (Ρόυτερ).— Ἀμερικανικὸν ἀεροσκάφος κατερρίφθη χθὲς ὑπὸ τῶν ἀντιαεροπορικῶν τῆς Βορείου Βιετνάμ. Ὁ χειριστὴς διεσώθη.: [779, 470, 970, 498]
- divider: [975, 360, 1142, 361]
- headline-ekrixis: ΕΦΟΝΕΥΘΗ ΑΠΟ ΕΚΡΗΞΙΝ ΜΗΧΑΝΗΜΑΤΟΣ ΕΝΤΟΣ ΑΠΟΘΗΚΗΣ: [988, 868, 1129, 906]
- subhead-katastrofi: ΚΑΤΑΣΤΡΟΦΗ ΧΩΡΙΟΥ: [627, 299, 725, 309]
- subhead-nekros: ΝΕΚΡΟΣ ΠΑΡΑ ΤΗΝ ΚΑΤΕΡΙΝΗΝ: [1172, 309, 1310, 319]
- cartoon-box: [39, 1862, 377, 2309]
- article-text: ΠΑΡΙΣΙ, 3. (Ρόυτερ).— Ἤρχισαν σήμερον αἱ ἐργασίαι τοῦ διεθνοῦς συνεδρίου οἰκονομολόγων.: [975, 841, 1142, 860]
- article-text: ΠΑΡΙΣΙ, 3. (Ἀσ. Πρές).— Τὸ γαλλικὸν ὑπουργεῖον Ἐξωτερικῶν ἐξέφρασεν ἀνησυχίας διὰ τὴν κλιμάκωσιν τῶν ἐχθροπραξιῶν.: [779, 567, 970, 595]
- column-front-world: [382, 69, 970, 2343]
- headline-rask-2: ΔΙΑ ΤΗΝ ΕΙΡΗΝΙΚΗΝ ΛΥΣΙΝ: [474, 101, 878, 135]
- article-text: ΗΝΩΜΕΝΑ ΕΘΝΗ, 3. (Ρόυτερ).— Ἡ Ἑλλὰς ὑπέγραψε τὸ σχέδιον τροποποιήσεως τοῦ καταστατικοῦ.: [975, 687, 1142, 715]
- label-eis-diaforous: ΕΙΣ ΔΙΑΦΟΡΟΥΣ ΠΕΡΙΟΧΑΣ: [1262, 112, 1418, 125]
- column-rule: [972, 69, 973, 2343]
- article-text: ΙΩΑΝΝΗΝ ΚΑΡΑΤΖΑΝ ἐτῶν 73. Ἡ κηδεία του ἐγένετο χθὲς ἐκ τοῦ Ἱεροῦ Ναοῦ τῆς Ἁγίας Τριάδος. Οἱ λυπημένοι: Ἡ σύζυγος, τὰ τέκνα, τὰ ἐγγόνια καὶ οἱ λοιποὶ συγγενεῖς.: [201, 717, 377, 755]
- article-text: Ὁ κ. Πέτρος Σπυρόπουλος καὶ ἡ δ. Ἐλ- ένη Σιδέρη, ἀρραβωνισθέντες εἰς τὴν Λί- μνην.: [39, 131, 196, 150]
- headline-somata-2: ΕΙΣ ΤΟΝ ΟΥΡΑΝΟΝ ΥΠΕΡΑΝΩ ΤΗΣ ΧΙΛΗΣ: [1204, 768, 1476, 784]
- subhead-rakosyl: ΕΦΟΝΕΥΘΗ ΡΑΚΟΣΥΛΛΕΚΤΡΙΑ: [1372, 258, 1505, 268]
- article-text: Ὁ ΒΑΣΙΛΕΙΟΣ ΛΟΓΟΘΕΤΗΣ τοῦ Γεωργίου καὶ ἡ ΧΡΥΣΟΥΛΑ ΝΕΟΦΥΤΟΥ τοῦ Νικολάου, ἀμφότεροι κάτοικοι Θεσσαλονίκης, μέλλουν νὰ ἔλθουν εἰς νόμιμον γάμον εἰς τὸν Ἱερὸν Ναὸν Ἁγίας Σοφίας.: [39, 640, 196, 686]
- cartoon-title: ΕΙΝΑΙ ΟΜΟΙΑ ΚΑΙ ΟΜΩΣ... ΔΙΑΦΕΡΟΥΝ: [39, 1862, 377, 1887]
- article-text: Ἀντὶ στεφάνου κατετέθησαν εἰς μνήμην τοῦ ἀειμνήστου διδασκάλου ὑπὸ τῶν συναδέλφων του δραχμαὶ 500 ὑπὲρ τῶν ἀπόρων μαθητῶν. Αἱ δωρεαὶ ἐγένοντο δεκταὶ μετ' εὐγνωμοσύνης. Ὁ Σύλλογος εὐχαριστεῖ θερμῶς.: [39, 211, 196, 258]
- headline-loxygga-2: ΠΑΡΑ ΤΑ ΜΕΣΑ ΘΕΡΑΠΕΙΑΣ: [1228, 378, 1452, 397]
- subhead-podilatis: ΠΟΔΗΛΑΤΗΣ ΕΦΟΝΕΥΘΗ ΕΚ ΣΥΓΚΡΟΥΣΕΩΣ ΜΕ ΚΟΥΡΣΑΝ ΕΙΣ ΠΙΕΡΙΑΝ.— ΚΑΙ ΜΙΑ ΡΑΚΟΣΥΛΛΕΚΤΡΙΑ ΕΙΣ ΣΚΟΥΠΙΔΟΤΟΠΟΝ ΤΗΣ ΠΕΡΙΟΧΗΣ ΤΩΝ ΑΘΗΝΩΝ: [1153, 190, 1527, 231]
- subhead-politiki: ΠΟΛΙΤΙΚΗ ΚΡΙΣΙΣ: [838, 276, 911, 286]
- subhead-ekklisi: ΤΩΝ ΕΚΚΛΗΣΙ ΠΡΟΣ ΤΗΝ ΑΔΕΙΑΝ: [803, 664, 947, 673]
- subhead-egxeirisis: ΥΠΕΒΛΗΘΗ ΗΔΗ ΕΙΣ ΜΙΑΝ ΕΓΧΕΙΡΗΣΙΝ ΚΑΙ ΕΤΟΙΜΑΖΕΤΑΙ ΔΙΑ ΔΕΥΤΕΡΑΝ.— ΟΣΟΝ ΟΛΙΓΩΤΕΡΟΝ ΟΜΙΛΕΙ ΤΟΣΟΝ ΠΕΡΙΣΣΟΤΕΡΟΝ ΕΥΧΑΡΙΣΤΗΜΕΝΟΣ ΘΑ ΕΙΝΑΙ Ο ΣΥΖΥΓΟΣ ΤΗΣ: [1148, 420, 1533, 457]
- headline-eptadyma-3: ΑΠΕΚΑΛΥΨΕ ΓΕΡΜΑΝΟΣ ΓΥΝΑΙΚΟΛΟΓΟΣ: [1191, 707, 1490, 723]
- divider: [975, 578, 1142, 579]
- headline-iatros: ΙΑΤΡΟΣ ΚΑΤΕΒΕΙΣ ΝΕΚΡΟΣ ΕΝΤΟΣ ΣΕΚΠΡΑΝ ΑΣΘΕΝΗ: [987, 936, 1130, 961]
- article-text: ΜΟΣΧΑ, 3. (Ρόυτερ).— Ἡ Σοβιετικὴ Ἕνωσις ἐξετόξευσε σήμερον ἕτερον τεχνητὸν δορυφόρον τῆς σειρᾶς «Κόσμος».: [975, 405, 1142, 432]
- section-kideiai: ΚΗΔΕΙΑΙ: [201, 690, 377, 715]
- divider: [201, 134, 377, 135]
- article-text: ΣΑΪΓΚΟΝ, 3. (Ρόυτερ).— Πολιτικοὶ κύκλοι ἀναμένουν τὴν ἐκδήλωσιν κρίσεως ἐντὸς τῶν προσεχῶν ἡμερῶν, δεδομένου ὅτι οἱ βουδισταὶ ἐπιμένουν εἰς τὰς ἀξιώσεις των διὰ τὴν σύγκλησιν συντακτικῆς συνελεύσεως. Ὁ πρωθυπουργὸς στρατηγὸς Κὺ ἐδήλωσεν ὅτι ἡ κυβέρνησις δὲν θὰ ἐνδώσῃ εἰς πιέσεις.: [779, 288, 970, 344]
- article-text: ΑΘΗΝΑΙ, 3.— Κατὰ πληροφορίας ἐκ Σάμου, τουρκικὸν ἁλιευτικὸν σκάφος προσέκρουσεν εἰς τὰς ἀκτὰς τῆς νήσου. Ἐξ ἄλλου, ἰαπωνικὸν δεξαμενόπλοιον ἐβυθίσθη εἰς τὸν Εἰρηνικὸν ὠκεανόν, ἀγνοεῖται δὲ ἡ τύχη 18 μελῶν τοῦ πληρώματος.: [1147, 543, 1534, 562]
- section-kinisis-ploion: Κίνησις πλοίων: [201, 614, 377, 633]
- divider: [1147, 492, 1534, 493]
- article-text: Ὁ ΜΙΧΑΗΛ ΤΑΧΤΑΡΙΔΗΣ τοῦ Θεοδώρου καὶ ἡ ΑΝΝΑ ΧΑΤΖΗΓΙΑΝΝΗ τοῦ Χρήστου μέλλουν νὰ ἔλθουν εἰς νόμιμον γάμον ἐν Θεσσαλονίκῃ.: [39, 772, 196, 801]
- divider: [975, 219, 1142, 220]
- headline-dalai-lama: ΕΝΔΕΧΕΤΑΙ ΝΑ ΠΑΡΑΣΤΗ ΚΑΙ Ο ΔΑΛΑΪ ΛΑΜΑ: [1200, 604, 1481, 619]
- section-neoi-epistimones: Νέοι ἐπιστήμονες: [39, 264, 196, 309]
- divider: [201, 350, 377, 351]
- divider: [975, 642, 1142, 643]
- headline-rask-1: ΑΠΑΙΣΙΟΔΟΞΕΙ Ο ΝΤΗΝ ΡΑΣΚ: [455, 69, 898, 102]
- headline-samos: ΤΟΥΡΚΙΚΟΝ ΣΚΑΦΟΣ ΠΡΟΣΕΡΡΑΞΕ ΕΙΣ ΤΗΝ ΣΑΜΟΝ: [1178, 496, 1502, 512]
- divider: [975, 796, 1142, 797]
- article-text: Ὁ ΑΝΤΩΝΙΟΣ ΓΑΙΝΗΣ τοῦ Εὐαγγέλου καὶ τῆς Αἰκατερίνης, τὸ γένος Ξανθοπούλου, γεννηθεὶς καὶ κατοικῶν ἐν Θεσσαλονίκῃ, καὶ ἡ ΣΟΦΙΑ ΚΑΡΑΜΑΝΛΗ τοῦ Δημητρίου καὶ τῆς Ἑλένης, γεννηθεῖσα ἐν Κοζάνῃ καὶ κατοικοῦσα ἐν Θεσσαλονίκῃ, μέλλουν νὰ ἔλθουν εἰς νόμιμον γάμον ὅστις θὰ τελεσθῇ εἰς Θεσσαλονίκην.: [39, 401, 196, 466]
- cartoon-illustration: [40, 1894, 376, 2295]
- article-text: Ὁ πρεσβευτὴς ἐπὶ εἰδικῇ ἀποστολῇ κ. Ἀβ. Χάρριμαν, ἐπιστρέψας ἐκ τοῦ ταξιδίου του εἰς τὴν Ἄπω Ἀνατολήν, ἐδήλωσεν ὅτι αἱ προσπάθειαι τῶν Ἡνωμένων Πολιτειῶν διὰ τὴν ἐξεύρεσιν εἰρηνικῆς λύσεως θὰ συνεχισθοῦν.: [779, 360, 970, 397]
- subhead-diochthoun: ΘΑ ΔΙΩΧΘΟΥΝ: [258, 139, 320, 149]
- column-accidents: [1147, 110, 1534, 2344]
